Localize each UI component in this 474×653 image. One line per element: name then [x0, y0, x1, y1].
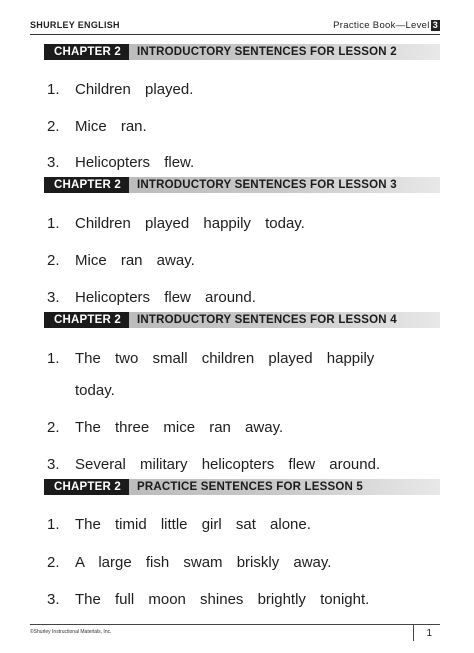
sentence-text: Several military helicopters flew around.: [75, 456, 381, 473]
sentence-number: 3.: [47, 591, 60, 608]
page-number: 1: [426, 628, 432, 639]
chapter-label: CHAPTER 2: [44, 44, 129, 60]
section-lesson-2: [44, 44, 440, 60]
book-level: [333, 20, 440, 31]
sentence-number: 2.: [47, 554, 60, 571]
chapter-label: CHAPTER 2: [44, 177, 129, 193]
sentence-number: 1.: [47, 215, 60, 232]
sentence-number: 2.: [47, 252, 60, 269]
sentence-text: today.: [75, 382, 115, 399]
sentence-text: The three mice ran away.: [75, 419, 284, 436]
sentence-number: 1.: [47, 350, 60, 367]
level-badge: 3: [432, 20, 438, 30]
sentence-text: Children played.: [75, 81, 194, 98]
sentence-text: Mice ran.: [75, 118, 147, 135]
chapter-label: CHAPTER 2: [44, 479, 129, 495]
sentence-number: 2.: [47, 118, 60, 135]
sentence-number: 1.: [47, 516, 60, 533]
section-header-bar: [44, 177, 440, 193]
sentence-number: 3.: [47, 154, 60, 171]
section-lesson-5: [44, 479, 440, 495]
section-title: PRACTICE SENTENCES FOR LESSON 5: [136, 481, 363, 493]
chapter-label: CHAPTER 2: [44, 312, 129, 328]
sentence-number: 3.: [47, 456, 60, 473]
sentence-text: Helicopters flew.: [75, 154, 195, 171]
sentence-text: Mice ran away.: [75, 252, 195, 269]
sentence-text: The full moon shines brightly tonight.: [75, 591, 370, 608]
sentence-text: A large fish swam briskly away.: [75, 554, 332, 571]
section-lesson-3: [44, 177, 440, 193]
footer-divider: [413, 625, 414, 641]
section-header-bar: [44, 479, 440, 495]
section-header-bar: [44, 44, 440, 60]
book-title: Practice Book—Level: [333, 20, 430, 31]
section-lesson-4: [44, 312, 440, 328]
sentence-text: Helicopters flew around.: [75, 289, 256, 306]
section-header-bar: [44, 312, 440, 328]
section-title: INTRODUCTORY SENTENCES FOR LESSON 2: [136, 46, 397, 58]
publisher-name: SHURLEY ENGLISH: [30, 20, 120, 30]
section-title: INTRODUCTORY SENTENCES FOR LESSON 3: [136, 179, 397, 191]
sentence-number: 1.: [47, 81, 60, 98]
sentence-text: The two small children played happily: [75, 350, 375, 367]
copyright-notice: ©Shurley Instructional Materials, Inc.: [30, 629, 112, 635]
sentence-text: Children played happily today.: [75, 215, 305, 232]
sentence-number: 3.: [47, 289, 60, 306]
sentence-text: The timid little girl sat alone.: [75, 516, 311, 533]
page-header: [30, 12, 440, 35]
section-title: INTRODUCTORY SENTENCES FOR LESSON 4: [136, 314, 397, 326]
sentence-number: 2.: [47, 419, 60, 436]
page-footer: [30, 624, 440, 639]
